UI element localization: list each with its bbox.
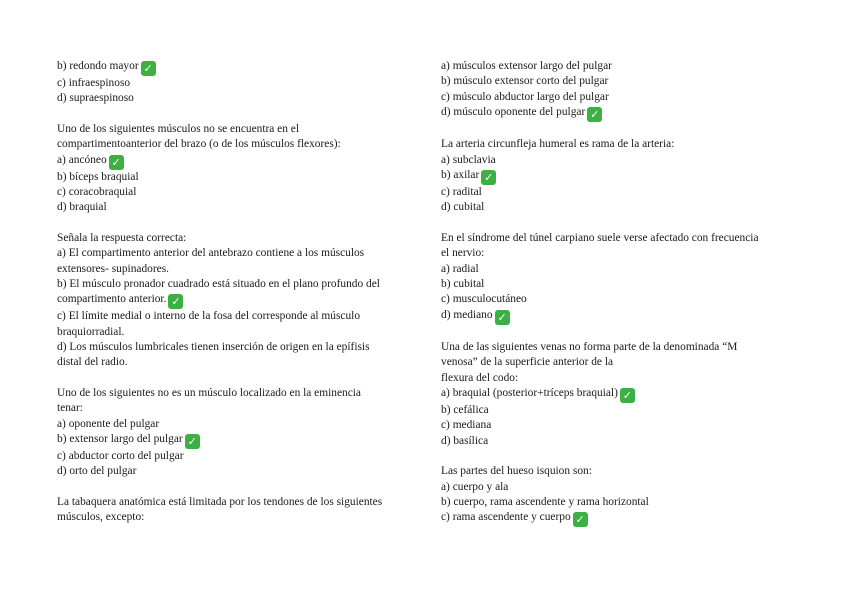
answer-option [441, 308, 791, 325]
option-text: b) axilar [441, 168, 480, 181]
check-mark-icon: ✓ [481, 170, 496, 185]
question-text: flexura del codo: [441, 371, 519, 384]
question-text: venosa” de la superficie anterior de la [441, 356, 614, 369]
answer-option: d) orto del pulgar [57, 465, 137, 478]
answer-option: b) cubital [441, 277, 485, 290]
question-text: Señala la respuesta correcta: [57, 232, 187, 245]
answer-option: b) bíceps braquial [57, 170, 139, 183]
question-text: Las partes del hueso isquion son: [441, 465, 592, 478]
question-text: Uno de los siguientes no es un músculo localizado en la eminencia [57, 386, 361, 399]
check-mark-icon: ✓ [573, 512, 588, 527]
answer-option: a) subclavia [441, 153, 496, 166]
option-text: b) extensor largo del pulgar [57, 432, 183, 445]
answer-option [57, 59, 412, 76]
answer-option [441, 105, 791, 122]
check-mark-icon: ✓ [109, 155, 124, 170]
answer-option: d) cubital [441, 201, 485, 214]
answer-option: c) músculo abductor largo del pulgar [441, 90, 609, 103]
question-text: La tabaquera anatómica está limitada por los tendones de los siguientes [57, 495, 383, 508]
option-text: d) mediano [441, 308, 493, 321]
answer-option: b) El músculo pronador cuadrado está situado en el plano profundo del [57, 277, 380, 290]
answer-option: c) radital [441, 185, 482, 198]
answer-option [57, 153, 412, 170]
question-text: tenar: [57, 402, 83, 415]
answer-option: d) Los músculos lumbricales tienen inserción de origen en la epífisis [57, 340, 370, 353]
answer-option-cont: distal del radio. [57, 356, 128, 369]
check-mark-icon: ✓ [620, 388, 635, 403]
answer-option: a) El compartimento anterior del antebrazo contiene a los músculos [57, 247, 365, 260]
answer-option: c) coracobraquial [57, 185, 137, 198]
option-text: c) rama ascendente y cuerpo [441, 511, 571, 524]
option-text: a) ancóneo [57, 153, 107, 166]
answer-option: a) oponente del pulgar [57, 417, 160, 430]
check-mark-icon: ✓ [495, 310, 510, 325]
check-mark-icon: ✓ [168, 294, 183, 309]
answer-option: d) braquial [57, 201, 107, 214]
check-mark-icon: ✓ [141, 61, 156, 76]
option-text: compartimento anterior. [57, 293, 167, 306]
answer-option-cont: braquiorradial. [57, 325, 125, 338]
question-text: La arteria circunfleja humeral es rama de la arteria: [441, 138, 675, 151]
option-text: d) músculo oponente del pulgar [441, 105, 586, 118]
answer-option: c) mediana [441, 419, 492, 432]
answer-option: b) cuerpo, rama ascendente y rama horizontal [441, 495, 649, 508]
option-text: a) braquial (posterior+tríceps braquial) [441, 386, 618, 399]
question-text: Una de las siguientes venas no forma parte de la denominada “M [441, 341, 738, 354]
left-column [57, 59, 412, 526]
answer-option: a) músculos extensor largo del pulgar [441, 60, 612, 72]
right-column [441, 59, 791, 527]
answer-option: c) musculocutáneo [441, 293, 527, 306]
question-text: compartimentoanterior del brazo (o de los músculos flexores): [57, 138, 341, 151]
question-text: el nervio: [441, 247, 485, 260]
answer-option [441, 168, 791, 185]
answer-option [441, 510, 791, 527]
answer-option: a) cuerpo y ala [441, 480, 509, 493]
answer-option: d) supraespinoso [57, 92, 134, 105]
question-text: músculos, excepto: [57, 511, 145, 524]
question-text: Uno de los siguientes músculos no se encuentra en el [57, 123, 299, 136]
answer-option: a) radial [441, 262, 479, 275]
answer-option: c) abductor corto del pulgar [57, 449, 184, 462]
answer-option: b) cefálica [441, 403, 489, 416]
question-text: En el síndrome del túnel carpiano suele verse afectado con frecuencia [441, 232, 759, 245]
check-mark-icon: ✓ [587, 107, 602, 122]
check-mark-icon: ✓ [185, 434, 200, 449]
answer-option [441, 386, 791, 403]
answer-option [57, 432, 412, 449]
option-text: b) redondo mayor [57, 60, 139, 72]
answer-option-cont: extensores- supinadores. [57, 262, 169, 275]
answer-option: b) músculo extensor corto del pulgar [441, 75, 609, 88]
answer-option: c) El límite medial o interno de la fosa del corresponde al músculo [57, 310, 361, 323]
answer-option-cont [57, 292, 412, 309]
answer-option: c) infraespinoso [57, 77, 131, 89]
answer-option: d) basílica [441, 434, 489, 447]
